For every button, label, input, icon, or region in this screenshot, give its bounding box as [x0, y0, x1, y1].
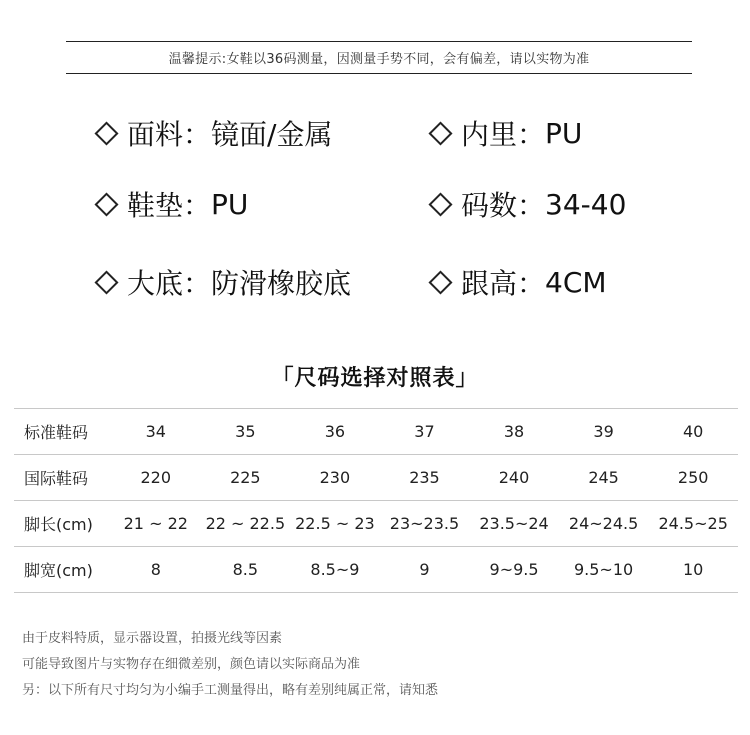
- table-cell: 10: [648, 547, 738, 593]
- spec-label: 内里: [461, 118, 518, 151]
- diamond-bullet-icon: [428, 270, 452, 294]
- table-row: [14, 501, 738, 547]
- spec-sizes: [426, 184, 626, 224]
- diamond-bullet-icon: [94, 270, 118, 294]
- spec-colon: ：: [517, 189, 546, 222]
- table-cell: 240: [469, 455, 559, 501]
- table-cell: 23~23.5: [380, 501, 470, 547]
- table-row: [14, 409, 738, 455]
- spec-value: 34-40: [545, 187, 627, 221]
- spec-lining: [426, 113, 582, 153]
- table-cell: 35: [201, 409, 291, 455]
- table-cell: 38: [469, 409, 559, 455]
- table-cell: 37: [380, 409, 470, 455]
- notice-banner: [66, 41, 692, 74]
- footer-note: 另：以下所有尺寸均匀为小编手工测量得出，略有差别纯属正常，请知悉: [22, 683, 439, 698]
- spec-label: 跟高: [461, 267, 518, 300]
- table-cell: 22 ~ 22.5: [201, 501, 291, 547]
- spec-value: 4CM: [545, 265, 607, 299]
- size-chart-table: [14, 408, 738, 593]
- spec-colon: ：: [183, 118, 212, 151]
- table-cell: 36: [290, 409, 380, 455]
- table-cell: 225: [201, 455, 291, 501]
- spec-value: PU: [211, 187, 249, 221]
- table-cell: 24~24.5: [559, 501, 649, 547]
- table-cell: 9: [380, 547, 470, 593]
- table-row: [14, 455, 738, 501]
- footer-note: 由于皮料特质，显示器设置，拍摄光线等因素: [22, 631, 283, 646]
- spec-heel-height: [426, 262, 607, 302]
- spec-colon: ：: [517, 118, 546, 151]
- footer-notes: [22, 626, 438, 704]
- table-cell: 23.5~24: [469, 501, 559, 547]
- spec-value: 镜面/金属: [211, 118, 333, 151]
- spec-label: 码数: [461, 189, 518, 222]
- table-cell: 8.5~9: [290, 547, 380, 593]
- table-cell: 8: [111, 547, 201, 593]
- table-cell: 220: [111, 455, 201, 501]
- table-cell: 9.5~10: [559, 547, 649, 593]
- spec-label: 大底: [127, 267, 184, 300]
- spec-colon: ：: [183, 189, 212, 222]
- footer-note: 可能导致图片与实物存在细微差别，颜色请以实际商品为准: [22, 657, 361, 672]
- spec-outsole: [92, 262, 351, 302]
- table-row: [14, 547, 738, 593]
- table-cell: 9~9.5: [469, 547, 559, 593]
- table-cell: 40: [648, 409, 738, 455]
- row-header: 脚长(cm): [14, 501, 111, 547]
- row-header: 脚宽(cm): [14, 547, 111, 593]
- table-cell: 34: [111, 409, 201, 455]
- spec-colon: ：: [183, 267, 212, 300]
- spec-value: PU: [545, 116, 583, 150]
- spec-insole: [92, 184, 248, 224]
- diamond-bullet-icon: [428, 121, 452, 145]
- spec-label: 鞋垫: [127, 189, 184, 222]
- diamond-bullet-icon: [94, 121, 118, 145]
- table-cell: 235: [380, 455, 470, 501]
- spec-value: 防滑橡胶底: [211, 267, 352, 300]
- table-cell: 8.5: [201, 547, 291, 593]
- notice-text: 温馨提示:女鞋以36码测量，因测量手势不同，会有偏差，请以实物为准: [168, 52, 590, 67]
- table-cell: 39: [559, 409, 649, 455]
- row-header: 标准鞋码: [14, 409, 111, 455]
- spec-label: 面料: [127, 118, 184, 151]
- table-cell: 245: [559, 455, 649, 501]
- row-header: 国际鞋码: [14, 455, 111, 501]
- size-chart-title: 「尺码选择对照表」: [271, 366, 479, 391]
- table-cell: 22.5 ~ 23: [290, 501, 380, 547]
- diamond-bullet-icon: [94, 192, 118, 216]
- spec-colon: ：: [517, 267, 546, 300]
- table-cell: 21 ~ 22: [111, 501, 201, 547]
- diamond-bullet-icon: [428, 192, 452, 216]
- table-cell: 250: [648, 455, 738, 501]
- table-cell: 230: [290, 455, 380, 501]
- table-cell: 24.5~25: [648, 501, 738, 547]
- spec-material: [92, 113, 332, 153]
